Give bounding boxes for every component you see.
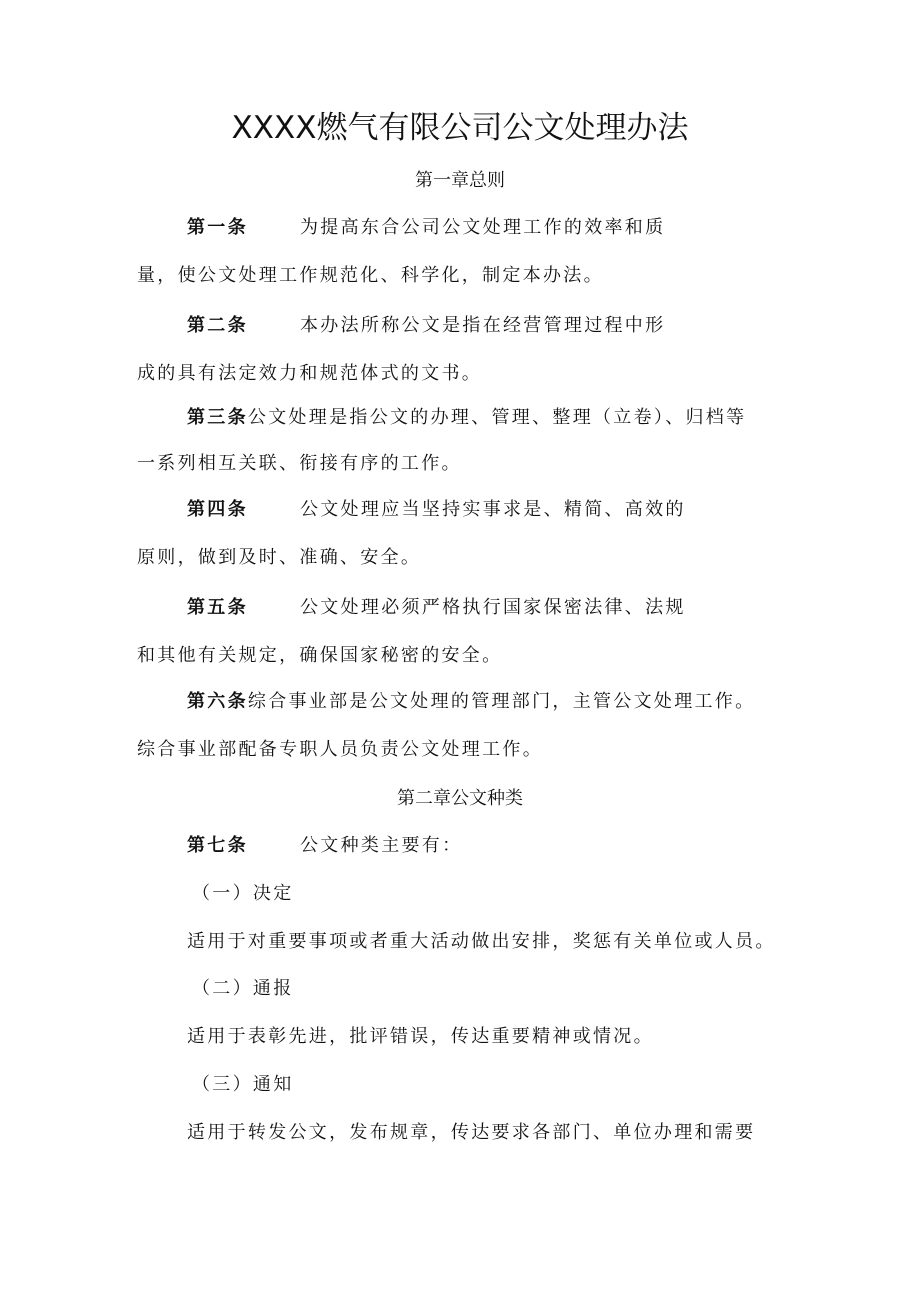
item-text: 适用于表彰先进，批评错误，传达重要精神或情况。 [187,1026,654,1047]
article-3-second-line: 一系列相互关联、衔接有序的工作。 [137,453,462,474]
article-1-second-line: 量，使公文处理工作规范化、科学化，制定本办法。 [137,265,604,286]
article-text: 公文处理应当坚持实事求是、精简、高效的 [300,499,686,520]
article-label: 第六条 [187,691,248,712]
chapter-heading-2: 第二章公文种类 [397,788,523,809]
item-heading: （二）通报 [192,978,294,999]
article-7-first-line [187,833,462,859]
article-label: 第三条 [187,407,248,428]
chapter-heading-1: 第一章总则 [415,170,505,191]
article-6-first-line [187,689,755,715]
item-heading: （一）决定 [192,883,294,904]
article-6-second-line: 综合事业部配备专职人员负责公文处理工作。 [137,739,543,760]
article-label: 第四条 [187,499,248,520]
article-5-first-line [187,595,686,621]
article-4-second-line: 原则，做到及时、准确、安全。 [137,547,422,568]
article-label: 第二条 [187,315,248,336]
article-text: 公文种类主要有： [300,835,463,856]
article-3-first-line [187,405,746,431]
item-heading: （三）通知 [192,1074,294,1095]
article-2-first-line [187,313,665,339]
article-1-first-line [187,215,665,241]
article-label: 第七条 [187,835,248,856]
item-text: 适用于对重要事项或者重大活动做出安排，奖惩有关单位或人员。 [187,931,776,952]
article-text: 综合事业部是公文处理的管理部门，主管公文处理工作。 [247,691,756,712]
article-text: 公文处理必须严格执行国家保密法律、法规 [300,597,686,618]
article-text: 公文处理是指公文的办理、管理、整理（立卷）、归档等 [247,407,747,428]
article-5-second-line: 和其他有关规定，确保国家秘密的安全。 [137,645,503,666]
document-title: XXXX燃气有限公司公文处理办法 [231,110,689,146]
article-text: 为提高东合公司公文处理工作的效率和质 [300,217,666,238]
article-label: 第一条 [187,217,248,238]
article-text: 本办法所称公文是指在经营管理过程中形 [300,315,666,336]
article-4-first-line [187,497,686,523]
item-text: 适用于转发公文，发布规章，传达要求各部门、单位办理和需要 [187,1122,756,1143]
article-label: 第五条 [187,597,248,618]
article-2-second-line: 成的具有法定效力和规范体式的文书。 [137,363,483,384]
